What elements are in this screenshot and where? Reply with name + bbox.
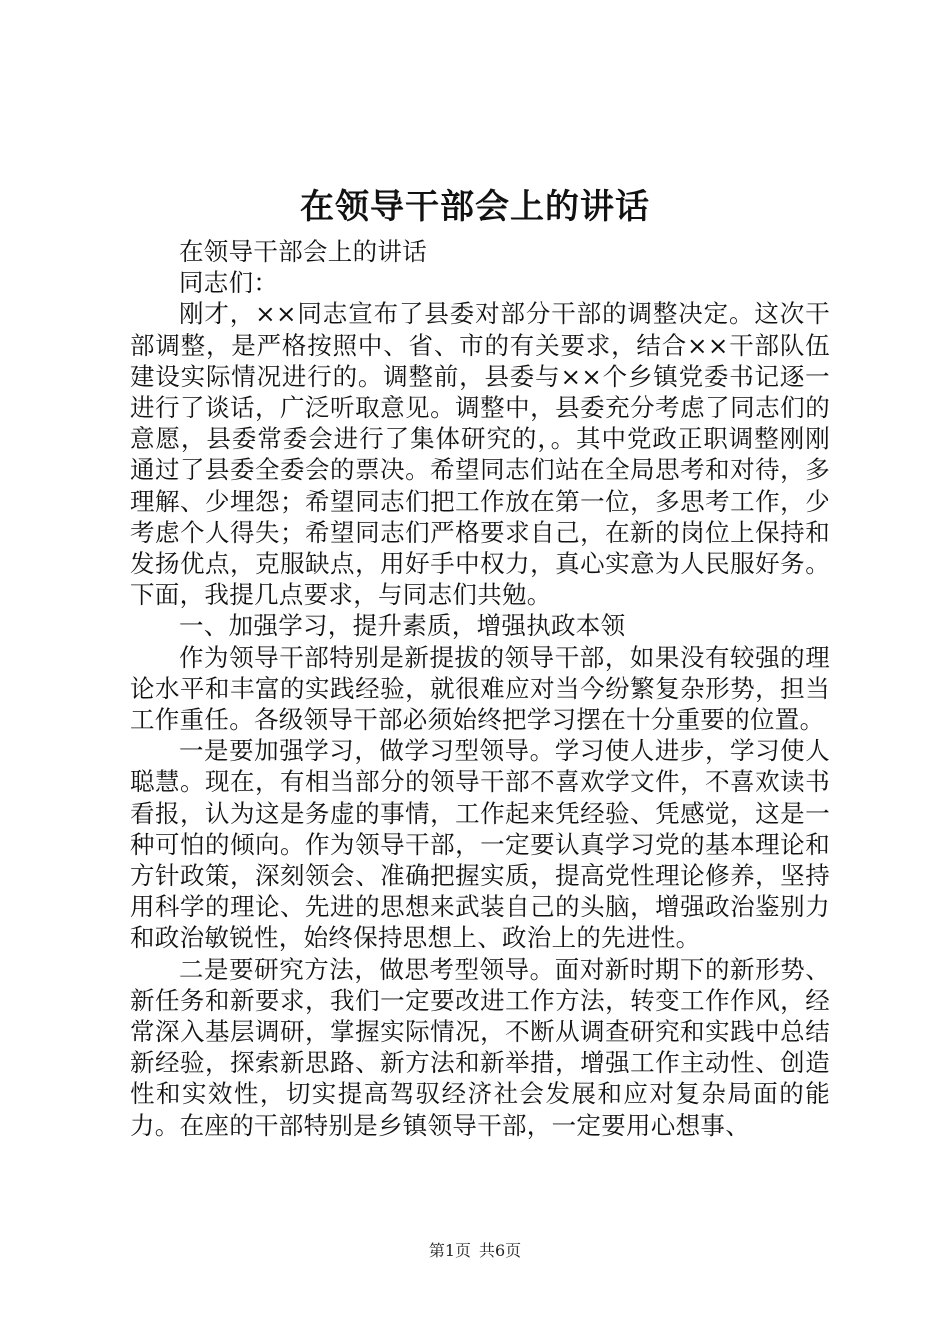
page-footer (0, 1239, 950, 1263)
body-paragraph: 作为领导干部特别是新提拔的领导干部，如果没有较强的理论水平和丰富的实践经验，就很难应对当今纷繁复杂形势，担当工作重任。各级领导干部必须始终把学习摆在十分重要的位置。 (130, 642, 830, 735)
body-paragraph: 刚才，××同志宣布了县委对部分干部的调整决定。这次干部调整，是严格按照中、省、市的有关要求，结合××干部队伍建设实际情况进行的。调整前，县委与××个乡镇党委书记逐一进行了谈话，广泛听取意见。调整中，县委充分考虑了同志们的意愿，县委常委会进行了集体研究的，。其中党政正职调整刚刚通过了县委全委会的票决。希望同志们站在全局思考和对待，多理解、少埋怨；希望同志们把工作放在第一位，多思考工作，少考虑个人得失；希望同志们严格要求自己，在新的岗位上保持和发扬优点，克服缺点，用好手中权力，真心实意为人民服好务。下面，我提几点要求，与同志们共勉。 (130, 299, 830, 610)
document-title: 在领导干部会上的讲话 (300, 187, 650, 227)
page-number: 第1页 (428, 1241, 471, 1260)
document-body (130, 236, 830, 1141)
page-total: 共6页 (479, 1241, 522, 1260)
salutation-paragraph: 同志们： (179, 268, 279, 298)
body-paragraph: 二是要研究方法，做思考型领导。面对新时期下的新形势、新任务和新要求，我们一定要改进工作方法，转变工作作风，经常深入基层调研，掌握实际情况，不断从调查研究和实践中总结新经验，探索新思路、新方法和新举措，增强工作主动性、创造性和实效性，切实提高驾驭经济社会发展和应对复杂局面的能力。在座的干部特别是乡镇领导干部，一定要用心想事、 (130, 954, 830, 1140)
section-heading: 一、加强学习，提升素质，增强执政本领 (179, 611, 626, 641)
body-paragraph: 一是要加强学习，做学习型领导。学习使人进步，学习使人聪慧。现在，有相当部分的领导干部不喜欢学文件，不喜欢读书看报，认为这是务虚的事情，工作起来凭经验、凭感觉，这是一种可怕的倾向。作为领导干部，一定要认真学习党的基本理论和方针政策，深刻领会、准确把握实质，提高党性理论修养，坚持用科学的理论、先进的思想来武装自己的头脑，增强政治鉴别力和政治敏锐性，始终保持思想上、政治上的先进性。 (130, 736, 830, 953)
subtitle-paragraph: 在领导干部会上的讲话 (179, 237, 427, 266)
